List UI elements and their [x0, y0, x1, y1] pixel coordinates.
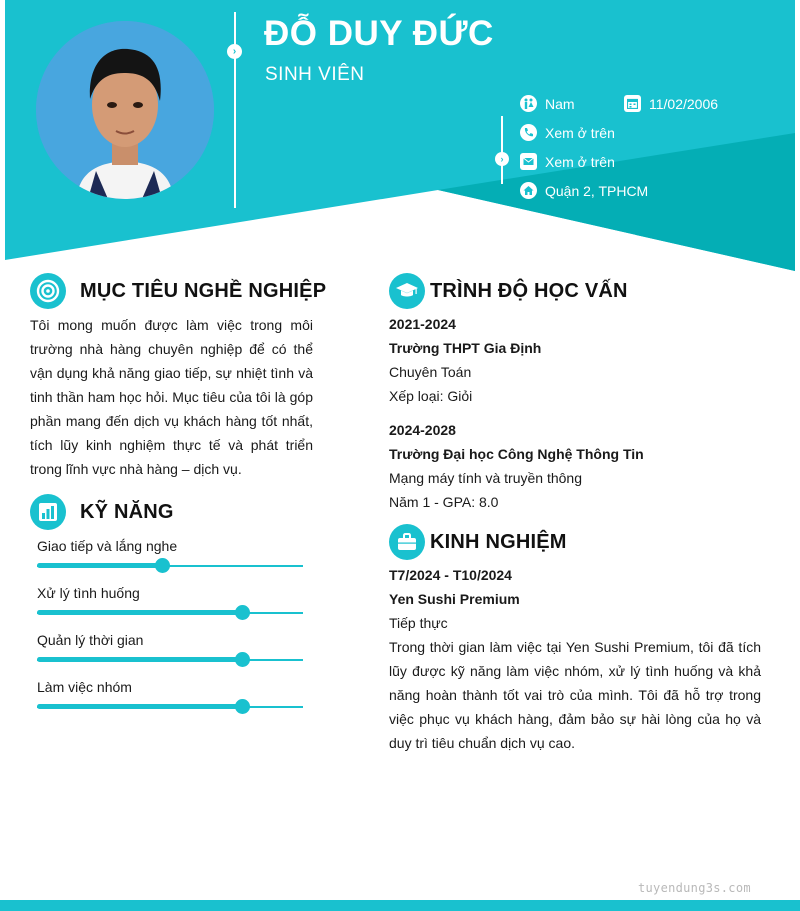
- skill-label: Xử lý tình huống: [37, 585, 140, 601]
- skill-knob: [155, 558, 170, 573]
- briefcase-icon: [389, 524, 425, 560]
- experience-period: T7/2024 - T10/2024: [389, 567, 512, 583]
- contact-phone: [520, 124, 615, 141]
- bar-chart-icon: [30, 494, 66, 530]
- skill-track: [37, 706, 303, 708]
- candidate-role: SINH VIÊN: [265, 64, 365, 85]
- footer-bar: [0, 900, 800, 911]
- skill-track: [37, 659, 303, 661]
- watermark: tuyendung3s.com: [638, 881, 751, 895]
- contact-birthday-text: 11/02/2006: [649, 95, 719, 112]
- calendar-icon: [624, 95, 641, 112]
- skill-fill: [37, 563, 162, 568]
- phone-icon: [520, 124, 537, 141]
- education-school: Trường THPT Gia Định: [389, 340, 542, 356]
- contact-address-text: Quận 2, TPHCM: [545, 182, 649, 199]
- skill-knob: [235, 652, 250, 667]
- candidate-name: ĐỖ DUY ĐỨC: [264, 14, 494, 53]
- gender-icon: [520, 95, 537, 112]
- skills-header: [30, 494, 174, 530]
- experience-description: Trong thời gian làm việc tại Yen Sushi Premium, tôi đã tích lũy được kỹ năng làm việc nhóm, xử lý tình huống và khả năng hoàn thành tốt vai trò của mình. Tôi đã hỗ trợ trong việc phục vụ khách hàng, đảm bảo sự hài lòng của họ và duy trì tiêu chuẩn dịch vụ cao.: [389, 639, 761, 751]
- contact-email-text: Xem ở trên: [545, 153, 615, 170]
- skill-label: Giao tiếp và lắng nghe: [37, 538, 178, 554]
- skill-track: [37, 565, 303, 567]
- education-detail: Mạng máy tính và truyền thông: [389, 470, 582, 486]
- skill-item: [37, 585, 303, 614]
- education-detail: Xếp loại: Giỏi: [389, 388, 473, 404]
- experience-position: Tiếp thực: [389, 615, 448, 631]
- header-divider-line: [234, 12, 236, 208]
- chevron-right-icon: ›: [227, 44, 242, 59]
- graduation-cap-icon: [389, 273, 425, 309]
- home-icon: [520, 182, 537, 199]
- skill-label: Quản lý thời gian: [37, 632, 144, 648]
- contact-address: [520, 182, 648, 199]
- skill-item: [37, 632, 303, 661]
- experience-title: KINH NGHIỆM: [430, 530, 567, 553]
- profile-photo: [36, 21, 214, 199]
- contact-gender: [520, 95, 575, 112]
- skill-knob: [235, 699, 250, 714]
- objective-title: MỤC TIÊU NGHỀ NGHIỆP: [80, 279, 327, 302]
- skills-title: KỸ NĂNG: [80, 500, 174, 523]
- contact-phone-text: Xem ở trên: [545, 124, 615, 141]
- skill-knob: [235, 605, 250, 620]
- chevron-right-icon: ›: [495, 152, 509, 166]
- education-detail: Năm 1 - GPA: 8.0: [389, 494, 499, 510]
- contact-email: [520, 153, 615, 170]
- education-title: TRÌNH ĐỘ HỌC VẤN: [430, 279, 628, 302]
- skill-fill: [37, 704, 242, 709]
- education-school: Trường Đại học Công Nghệ Thông Tin: [389, 446, 644, 462]
- skill-label: Làm việc nhóm: [37, 679, 132, 695]
- contact-birthday: [624, 95, 718, 112]
- envelope-icon: [520, 153, 537, 170]
- education-period: 2024-2028: [389, 422, 456, 438]
- skill-item: [37, 538, 303, 567]
- objective-text: Tôi mong muốn được làm việc trong môi trường nhà hàng chuyên nghiệp để có thể vận dụng khả năng giao tiếp, sự nhiệt tình và tinh thần ham học hỏi. Mục tiêu của tôi là góp phần mang đến dịch vụ khách hàng tốt nhất, tích lũy kinh nghiệm thực tế và phát triển trong lĩnh vực nhà hàng – dịch vụ.: [30, 317, 313, 477]
- experience-company: Yen Sushi Premium: [389, 591, 520, 607]
- education-header: [389, 273, 628, 309]
- skill-track: [37, 612, 303, 614]
- education-period: 2021-2024: [389, 316, 456, 332]
- skill-fill: [37, 610, 242, 615]
- target-icon: [30, 273, 66, 309]
- contact-gender-text: Nam: [545, 95, 575, 112]
- skill-fill: [37, 657, 242, 662]
- education-entry: [389, 312, 761, 408]
- experience-header: [389, 524, 567, 560]
- objective-header: [30, 273, 326, 309]
- experience-entry: [389, 563, 761, 755]
- education-entry: [389, 418, 761, 514]
- skill-item: [37, 679, 303, 708]
- contact-divider-line: [501, 116, 503, 184]
- education-detail: Chuyên Toán: [389, 364, 472, 380]
